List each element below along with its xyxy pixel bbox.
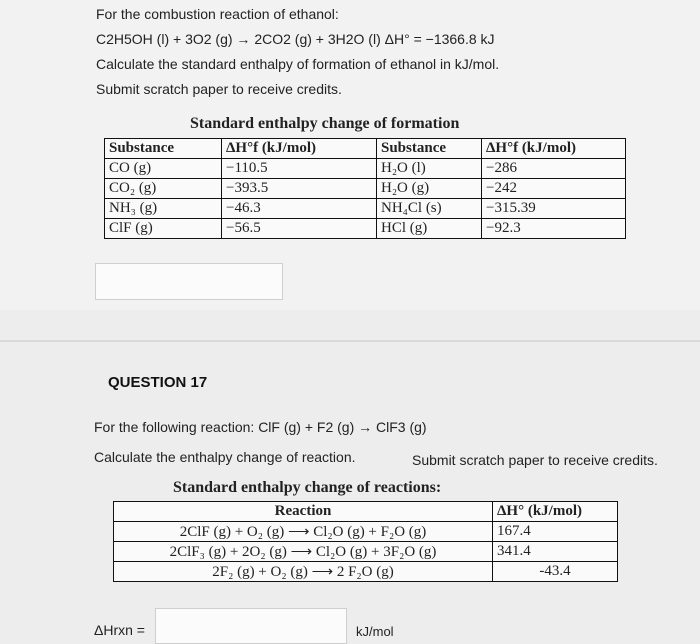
substance-cell: H₂O (g) [377, 179, 482, 199]
substance-cell: CO₂ (g) [105, 179, 222, 199]
table-row [114, 522, 618, 542]
substance-cell: CO (g) [105, 159, 222, 179]
substance-cell: H₂O (l) [377, 159, 482, 179]
question-intro: For the following reaction: ClF (g) + F2 (g) → ClF3 (g) [94, 419, 427, 435]
reaction-cell: 2ClF₃ (g) + 2O₂ (g) ⟶ Cl₂O (g) + 3F₂O (g) [114, 542, 493, 562]
table-header-row [105, 139, 626, 159]
scratch-paper-note: Submit scratch paper to receive credits. [412, 452, 658, 468]
table-row [105, 159, 626, 179]
substance-cell: NH₃ (g) [105, 199, 222, 219]
value-cell: −46.3 [222, 199, 377, 219]
table-header-row [114, 502, 618, 522]
question-number: QUESTION 17 [108, 374, 208, 391]
header-dhf: ΔH°f (kJ/mol) [222, 139, 377, 159]
reactions-table [113, 501, 618, 582]
value-cell: −92.3 [482, 219, 626, 239]
value-cell: −110.5 [222, 159, 377, 179]
reactions-table-title: Standard enthalpy change of reactions: [173, 479, 442, 496]
value-cell: −393.5 [222, 179, 377, 199]
value-cell: −56.5 [222, 219, 377, 239]
section-divider [0, 340, 700, 342]
table-row [105, 179, 626, 199]
value-cell: 167.4 [493, 522, 618, 542]
table-row [105, 199, 626, 219]
question-instruction: Calculate the enthalpy change of reaction. [94, 449, 356, 465]
scratch-paper-note: Submit scratch paper to receive credits. [96, 81, 342, 97]
answer-input-box[interactable] [95, 263, 283, 300]
formation-table-title: Standard enthalpy change of formation [190, 115, 460, 132]
header-dh: ΔH° (kJ/mol) [493, 502, 618, 522]
header-substance: Substance [377, 139, 482, 159]
value-cell: −242 [482, 179, 626, 199]
value-cell: −315.39 [482, 199, 626, 219]
reaction-cell: 2ClF (g) + O₂ (g) ⟶ Cl₂O (g) + F₂O (g) [114, 522, 493, 542]
substance-cell: ClF (g) [105, 219, 222, 239]
answer-label: ΔHrxn = [94, 622, 145, 638]
table-row [105, 219, 626, 239]
substance-cell: NH₄Cl (s) [377, 199, 482, 219]
value-cell: 341.4 [493, 542, 618, 562]
answer-input[interactable] [155, 608, 347, 644]
formation-table [104, 138, 626, 239]
header-dhf: ΔH°f (kJ/mol) [482, 139, 626, 159]
problem-intro: For the combustion reaction of ethanol: [96, 6, 339, 22]
answer-unit: kJ/mol [356, 624, 394, 639]
problem-instruction: Calculate the standard enthalpy of formation of ethanol in kJ/mol. [96, 56, 500, 72]
table-row [114, 562, 618, 582]
substance-cell: HCl (g) [377, 219, 482, 239]
value-cell: −286 [482, 159, 626, 179]
header-substance: Substance [105, 139, 222, 159]
value-cell: -43.4 [493, 562, 618, 582]
table-row [114, 542, 618, 562]
reaction-cell: 2F₂ (g) + O₂ (g) ⟶ 2 F₂O (g) [114, 562, 493, 582]
header-reaction: Reaction [114, 502, 493, 522]
combustion-equation: C2H5OH (l) + 3O2 (g) → 2CO2 (g) + 3H2O (l) ΔH° = −1366.8 kJ [96, 31, 495, 47]
